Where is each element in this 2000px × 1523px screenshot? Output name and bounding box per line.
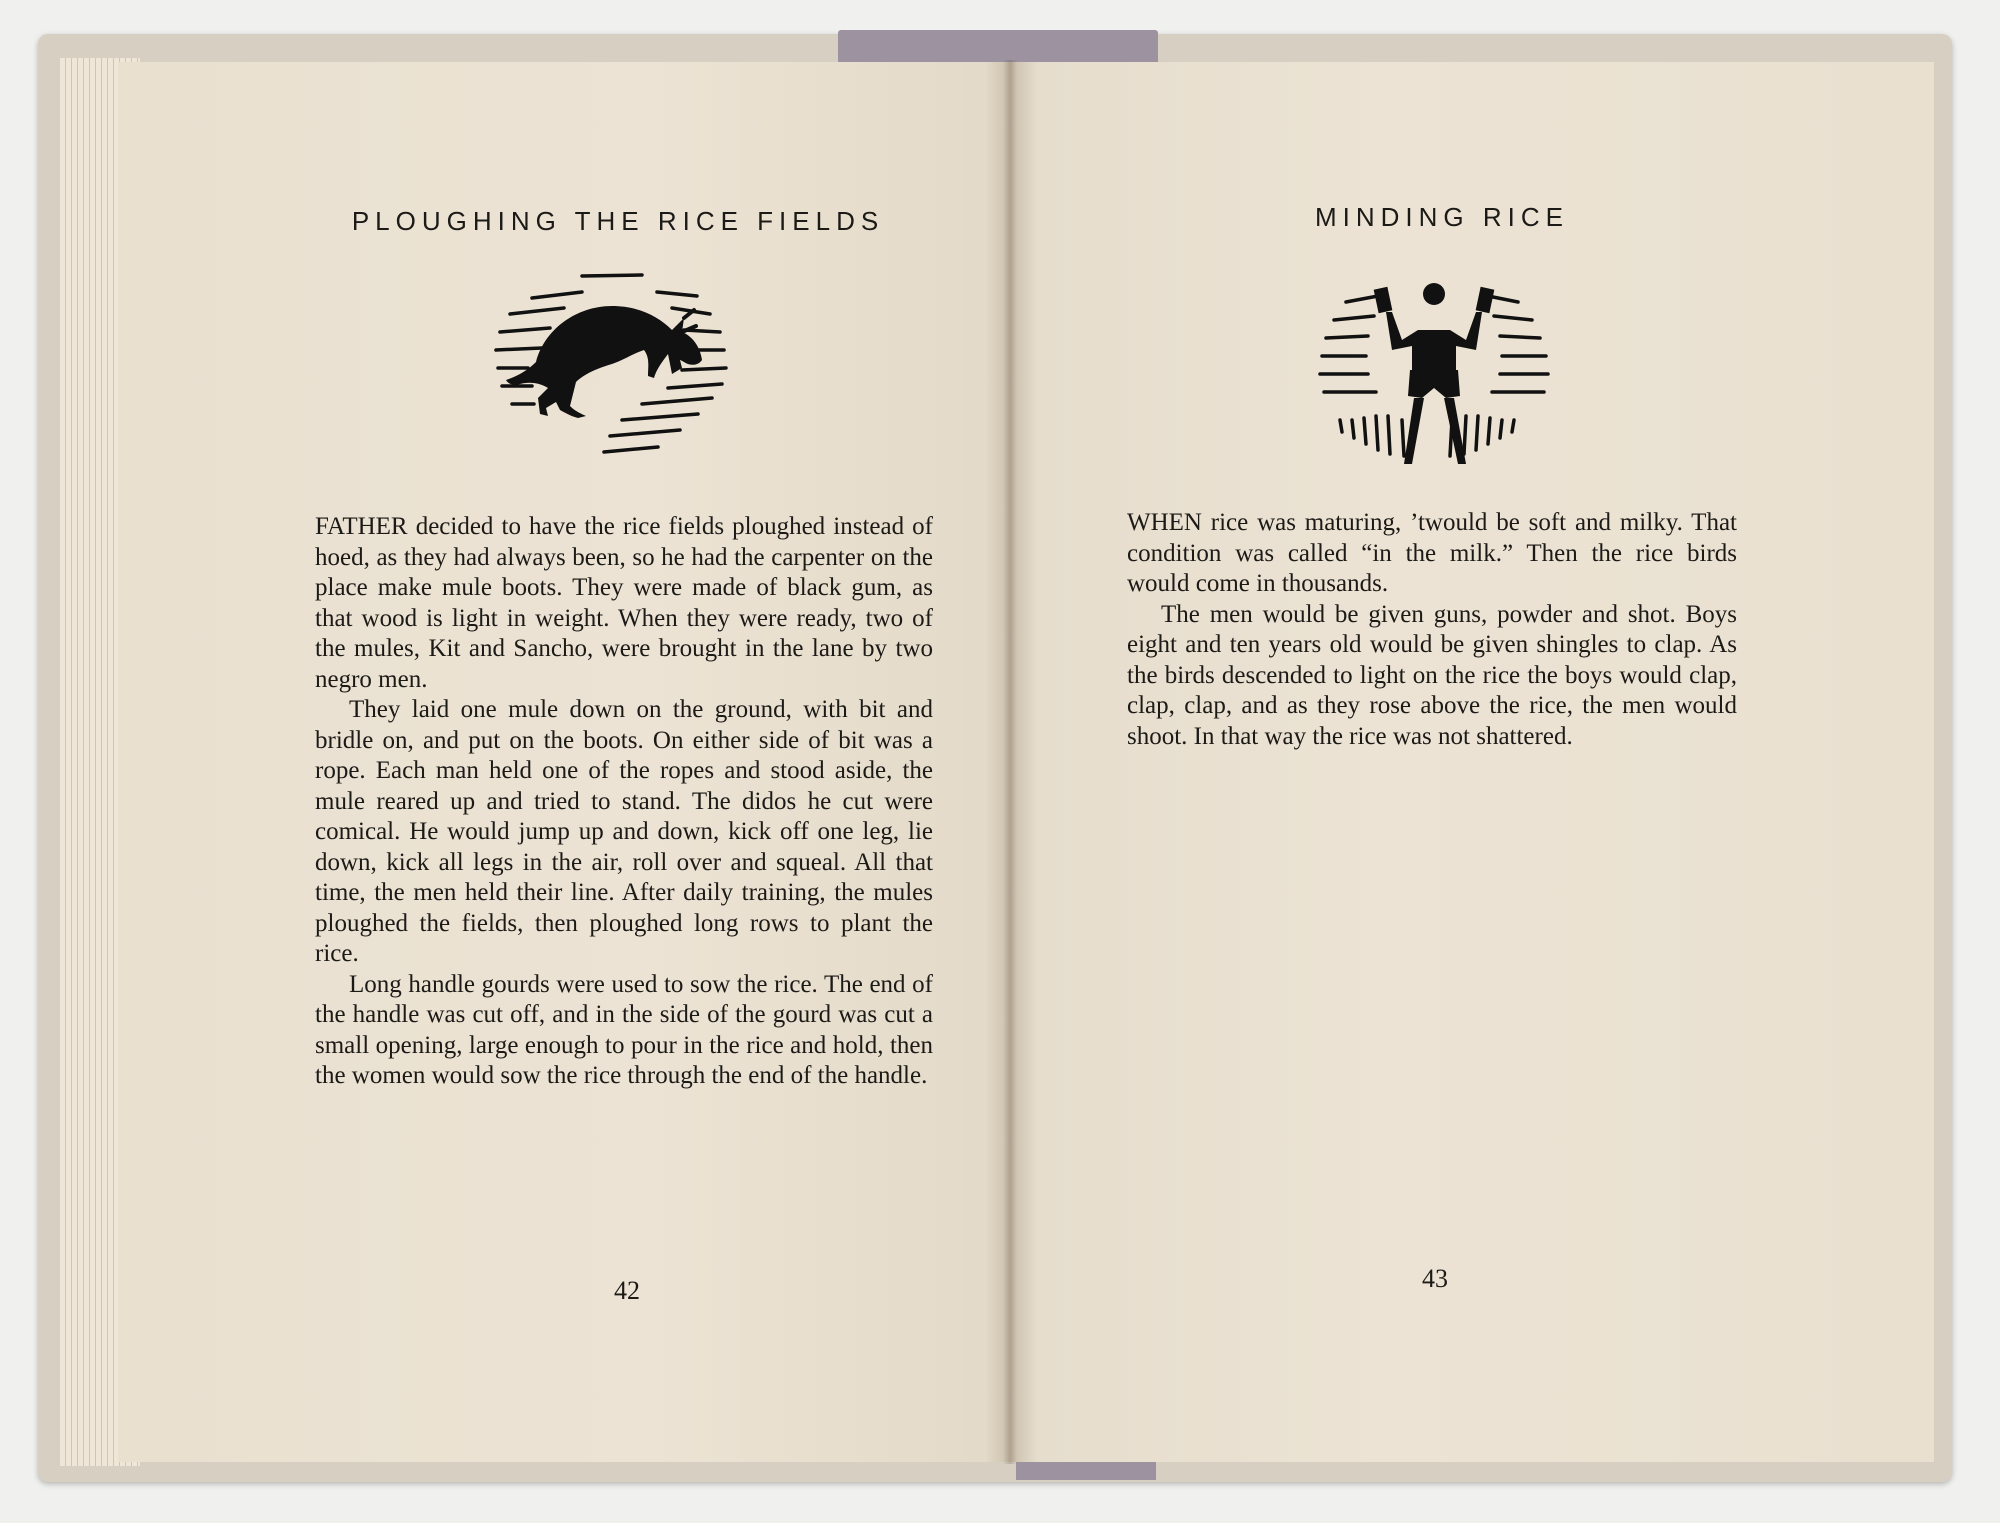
mule-woodcut-icon (472, 270, 752, 462)
right-paragraph-1: WHEN rice was maturing, ’twould be soft and milky. That condition was called “in the milk.” Then the rice birds would come in thousands. (1127, 509, 1737, 597)
left-paragraph-3: Long handle gourds were used to sow the rice. The end of the handle was cut off, and in the side of the gourd was cut a small opening, large enough to pour in the rice and hold, then the women would sow the rice through the end of the handle. (315, 970, 933, 1089)
left-page-title: PLOUGHING THE RICE FIELDS (351, 206, 885, 236)
right-page-title: MINDING RICE (1315, 202, 1569, 232)
right-paragraph-2: The men would be given guns, powder and shot. Boys eight and ten years old would be given shingles to clap. As the birds descended to light on the rice the boys would clap, clap, clap, and as they rose above the rice, the men would shoot. In that way the rice was not shattered. (1127, 600, 1737, 750)
left-page-number: 42 (614, 1276, 640, 1305)
book-gutter (1003, 60, 1017, 1464)
man-with-shingles-woodcut-icon (1306, 274, 1562, 464)
left-paragraph-1: FATHER decided to have the rice fields ploughed instead of hoed, as they had always been, so he had the carpenter on the place make mule boots. They were made of black gum, as that wood is light in weight. When they were ready, two of the mules, Kit and Sancho, were brought in the lane by two negro men. (315, 513, 933, 693)
left-paragraph-2: They laid one mule down on the ground, with bit and bridle on, and put on the boots. On either side of bit was a rope. Each man held one of the ropes and stood aside, the mule reared up and tried to stand. The didos he cut were comical. He would jump up and down, kick off one leg, lie down, kick all legs in the air, roll over and squeal. All that time, the men held their line. After daily training, the mules ploughed the fields, then ploughed long rows to plant the rice. (315, 696, 933, 967)
right-page-number: 43 (1422, 1264, 1448, 1293)
right-page (1010, 62, 1934, 1462)
right-page-body (1127, 508, 1737, 752)
left-page-body (315, 512, 933, 1092)
